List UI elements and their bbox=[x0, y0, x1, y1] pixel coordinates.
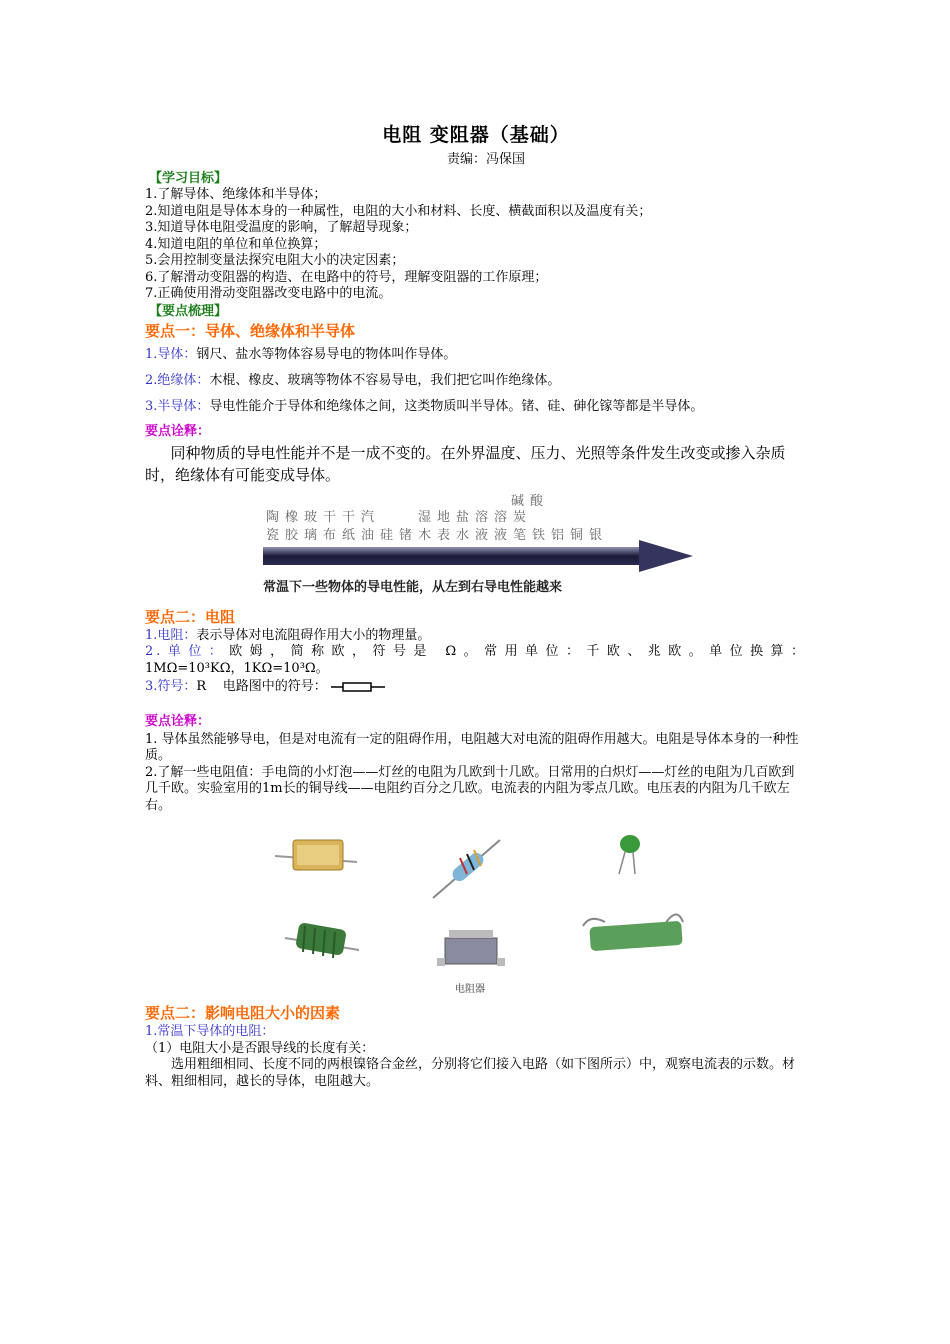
item-text: 木棍、橡皮、玻璃等物体不容易导电，我们把它叫作绝缘体。 bbox=[209, 372, 561, 388]
point1-note-text: 同种物质的导电性能并不是一成不变的。在外界温度、压力、光照等条件发生改变或掺入杂质时，绝缘体有可能变成导体。 bbox=[145, 443, 786, 484]
point2-line1 bbox=[145, 628, 807, 645]
figure-char: 铜 bbox=[569, 527, 583, 543]
goal-item: 7.正确使用滑动变阻器改变电路中的电流。 bbox=[145, 286, 392, 301]
goal-item: 5.会用控制变量法探究电阻大小的决定因素； bbox=[145, 253, 405, 268]
item-key: 3.符号： bbox=[145, 679, 197, 694]
figure-char: 璃 bbox=[303, 527, 317, 543]
figure-char: 硅 bbox=[379, 527, 393, 543]
figure-char: 铝 bbox=[550, 527, 564, 543]
figure-char: 溶 bbox=[493, 509, 507, 525]
point3-heading: 要点二：影响电阻大小的因素 bbox=[145, 1004, 341, 1022]
resistor-images bbox=[145, 826, 807, 996]
page-title: 电阻 变阻器（基础） bbox=[382, 124, 570, 146]
figure-char: 汽 bbox=[360, 509, 374, 525]
figure-char: 表 bbox=[436, 527, 450, 543]
point1-item-conductor bbox=[145, 342, 807, 368]
aluminum-resistor-image bbox=[275, 840, 357, 870]
figure-char: 纸 bbox=[341, 527, 355, 543]
point2-line2b: 1MΩ=10³KΩ，1KΩ=10³Ω。 bbox=[145, 660, 329, 676]
item-text: 欧姆，简称欧，符号是 Ω。常用单位：千欧、兆欧。单位换算： bbox=[229, 644, 807, 659]
editor-line: 责编：冯保国 bbox=[446, 152, 525, 167]
point3-sub1: 1.常温下导体的电阻： bbox=[145, 1024, 275, 1039]
figure-char: 盐 bbox=[455, 509, 469, 525]
item-key: 1.电阻： bbox=[145, 627, 197, 643]
item-text: 表示导体对电流阻碍作用大小的物理量。 bbox=[196, 627, 431, 643]
figure-char: 瓷 bbox=[265, 527, 279, 543]
figure-char: 溶 bbox=[474, 509, 488, 525]
item-key: 1.导体： bbox=[145, 346, 197, 362]
figure-caption: 常温下一些物体的导电性能，从左到右导电性能越来 bbox=[263, 579, 563, 595]
item-text: R 电路图中的符号： bbox=[196, 679, 327, 694]
figure-char: 铁 bbox=[531, 527, 545, 543]
resistor-symbol-icon bbox=[331, 681, 385, 693]
conductivity-figure bbox=[263, 493, 695, 598]
point2-note-heading: 要点诠释： bbox=[145, 713, 211, 729]
long-green-resistor-image bbox=[583, 914, 683, 951]
figure-char: 橡 bbox=[284, 509, 298, 525]
item-key: 2.绝缘体： bbox=[145, 372, 210, 388]
figure-char: 布 bbox=[322, 527, 336, 543]
item-key: 2.单位： bbox=[145, 644, 230, 659]
goal-item: 4.知道电阻的单位和单位换算； bbox=[145, 236, 327, 252]
color-band-resistor-image bbox=[433, 840, 500, 898]
item-text: 钢尺、盐水等物体容易导电的物体叫作导体。 bbox=[196, 346, 457, 362]
green-capacitor-resistor-image bbox=[619, 835, 640, 874]
point3-sub1a: （1）电阻大小是否跟导线的长度有关： bbox=[145, 1040, 375, 1056]
goals-list bbox=[145, 187, 807, 303]
point2-line2 bbox=[145, 644, 807, 661]
point1-note-heading: 要点诠释： bbox=[145, 423, 211, 439]
ceramic-resistor-image bbox=[437, 930, 505, 966]
figure-char: 笔 bbox=[512, 527, 526, 543]
figure-char: 地 bbox=[436, 509, 450, 525]
conductivity-arrow-head bbox=[639, 540, 693, 572]
goal-item: 3.知道导体电阻受温度的影响，了解超导现象； bbox=[145, 220, 418, 235]
goals-heading: 【学习目标】 bbox=[149, 171, 228, 186]
conductivity-arrow-bar bbox=[263, 547, 643, 565]
figure-char: 炭 bbox=[512, 509, 526, 525]
point3-text: 选用粗细相同、长度不同的两根镍铬合金丝，分别将它们接入电路（如下图所示）中，观察电流表的示数。材料、粗细相同，越长的导体，电阻越大。 bbox=[145, 1057, 796, 1089]
wirewound-resistor-image bbox=[285, 922, 359, 958]
item-text: 导电性能介于导体和绝缘体之间，这类物质叫半导体。锗、硅、砷化镓等都是半导体。 bbox=[209, 398, 704, 414]
document-page bbox=[145, 122, 807, 1090]
goal-item: 1.了解导体、绝缘体和半导体； bbox=[145, 187, 327, 202]
figure-char: 碱 bbox=[510, 493, 524, 509]
figure-char: 酸 bbox=[529, 493, 543, 509]
summary-heading: 【要点梳理】 bbox=[149, 303, 228, 319]
point1-item-semiconductor bbox=[145, 394, 807, 420]
point2-line3 bbox=[145, 679, 807, 696]
figure-char: 银 bbox=[588, 527, 602, 543]
figure-char: 干 bbox=[322, 509, 336, 525]
figure-char: 液 bbox=[493, 527, 507, 543]
figure-char: 木 bbox=[417, 527, 431, 543]
figure-char: 湿 bbox=[417, 509, 431, 525]
item-key: 3.半导体： bbox=[145, 398, 210, 414]
figure-char: 陶 bbox=[265, 509, 279, 525]
point2-note1: 1. 导体虽然能够导电，但是对电流有一定的阻碍作用，电阻越大对电流的阻碍作用越大。电阻是导体本身的一种性质。 bbox=[145, 731, 799, 763]
figure-mid-row bbox=[263, 506, 529, 525]
point1-item-insulator bbox=[145, 368, 807, 394]
figure-char: 液 bbox=[474, 527, 488, 543]
figure-char: 玻 bbox=[303, 509, 317, 525]
point2-heading: 要点二：电阻 bbox=[145, 607, 236, 626]
resistor-photos bbox=[145, 826, 807, 996]
figure-char: 胶 bbox=[284, 527, 298, 543]
photo-caption: 电阻器 bbox=[455, 984, 485, 995]
figure-char: 干 bbox=[341, 509, 355, 525]
point2-note2: 2.了解一些电阻值：手电筒的小灯泡——灯丝的电阻为几欧到十几欧。日常用的白炽灯——灯丝的电阻为几百欧到几千欧。实验室用的1m长的铜导线——电阻约百分之几欧。电流表的内阻为零点几欧。电压表的内阻为几千欧左右。 bbox=[145, 764, 795, 813]
figure-char: 水 bbox=[455, 527, 469, 543]
figure-char: 锗 bbox=[398, 527, 412, 543]
goal-item: 6.了解滑动变阻器的构造、在电路中的符号，理解变阻器的工作原理； bbox=[145, 269, 548, 285]
point1-heading: 要点一：导体、绝缘体和半导体 bbox=[145, 321, 356, 340]
goal-item: 2.知道电阻是导体本身的一种属性，电阻的大小和材料、长度、横截面积以及温度有关； bbox=[145, 203, 652, 219]
figure-char: 油 bbox=[360, 527, 374, 543]
figure-bottom-row bbox=[263, 524, 605, 543]
